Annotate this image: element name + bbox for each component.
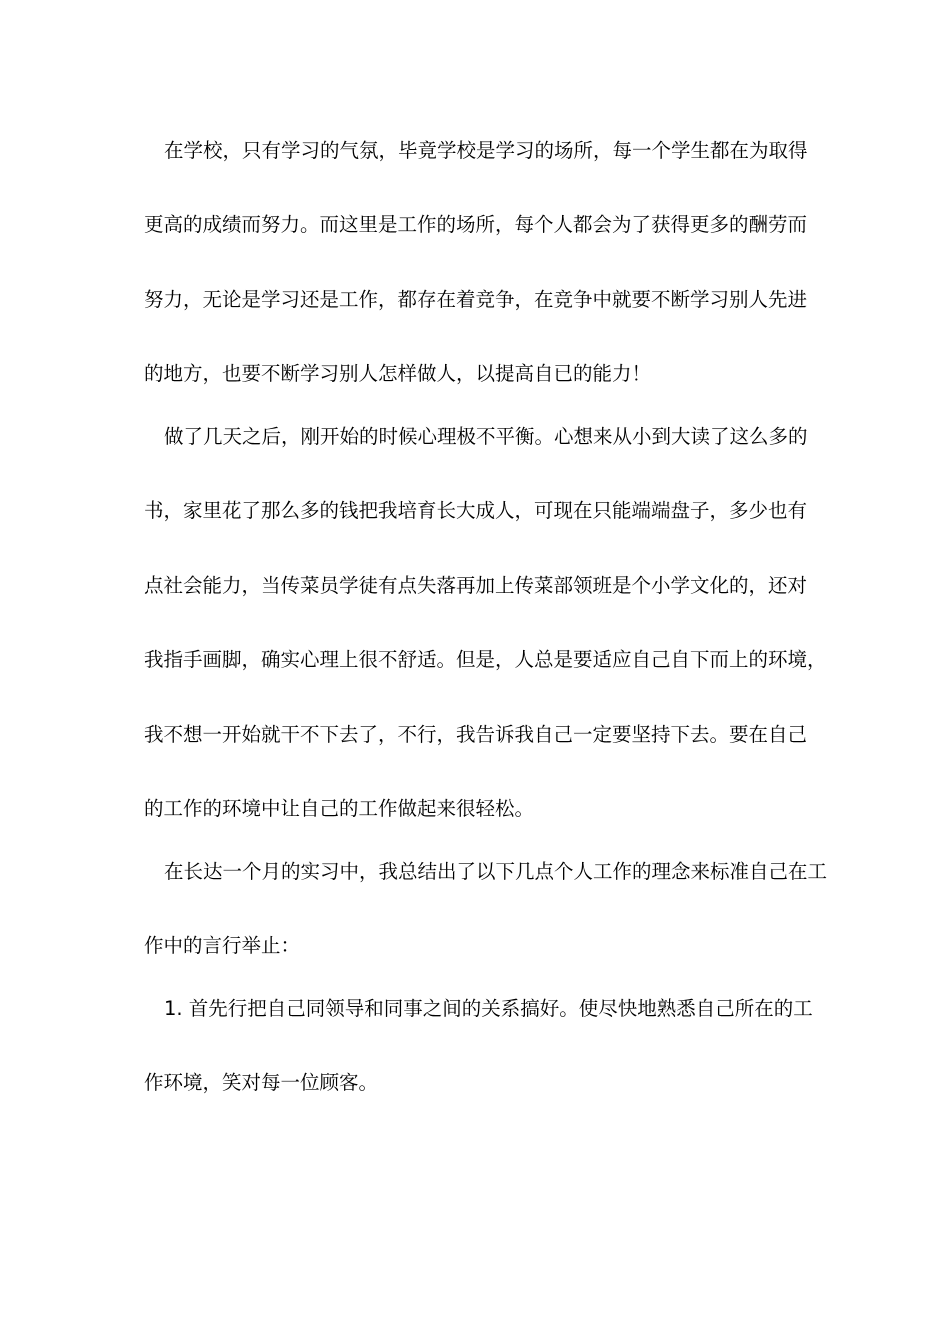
paragraph-3-line-2: 作中的言行举止： xyxy=(144,934,301,957)
paragraph-4-line-2: 作环境，笑对每一位顾客。 xyxy=(144,1071,379,1094)
paragraph-4-line-1: 1. 首先行把自己同领导和同事之间的关系搞好。使尽快地熟悉自己所在的工 xyxy=(164,997,813,1020)
paragraph-1-line-2: 更高的成绩而努力。而这里是工作的场所，每个人都会为了获得更多的酬劳而 xyxy=(144,213,808,236)
paragraph-2-line-5: 我不想一开始就干不下去了，不行，我告诉我自己一定要坚持下去。要在自己 xyxy=(144,723,808,746)
paragraph-2-line-3: 点社会能力，当传菜员学徒有点失落再加上传菜部领班是个小学文化的，还对 xyxy=(144,574,808,597)
paragraph-1-line-3: 努力，无论是学习还是工作，都存在着竞争，在竞争中就要不断学习别人先进 xyxy=(144,288,808,311)
paragraph-2-line-4: 我指手画脚，确实心理上很不舒适。但是，人总是要适应自己自下而上的环境， xyxy=(144,648,827,671)
paragraph-2-line-6: 的工作的环境中让自己的工作做起来很轻松。 xyxy=(144,797,535,820)
paragraph-1-line-4: 的地方，也要不断学习别人怎样做人，以提高自已的能力！ xyxy=(144,362,652,385)
paragraph-2-line-1: 做了几天之后，刚开始的时候心理极不平衡。心想来从小到大读了这么多的 xyxy=(164,425,808,448)
paragraph-1-line-1: 在学校，只有学习的气氛，毕竟学校是学习的场所，每一个学生都在为取得 xyxy=(164,139,808,162)
paragraph-2-line-2: 书，家里花了那么多的钱把我培育长大成人，可现在只能端端盘子，多少也有 xyxy=(144,499,808,522)
paragraph-3-line-1: 在长达一个月的实习中，我总结出了以下几点个人工作的理念来标准自己在工 xyxy=(164,860,828,883)
